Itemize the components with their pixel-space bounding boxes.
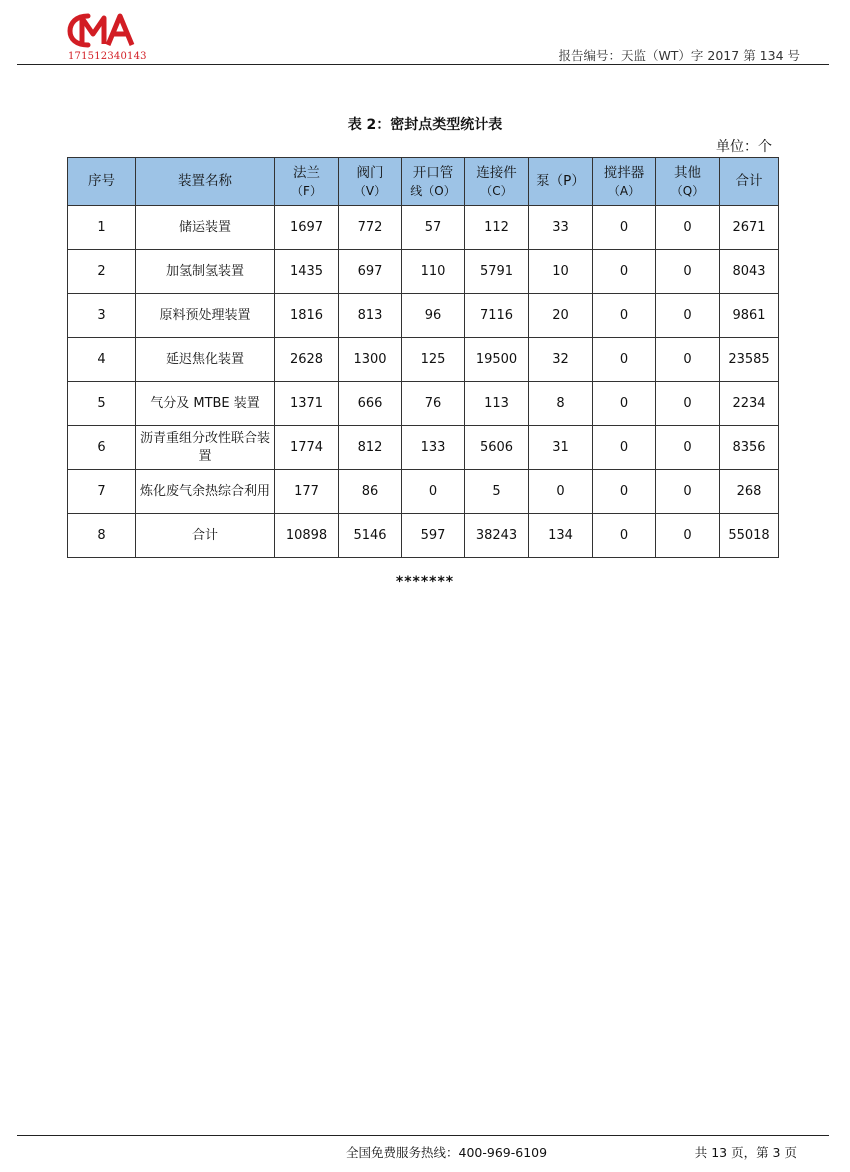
row-number: 2: [68, 250, 136, 294]
other-count: 0: [656, 382, 720, 426]
valve-count: 86: [339, 470, 402, 514]
row-number: 8: [68, 514, 136, 558]
service-hotline: 全国免费服务热线：400-969-6109: [346, 1145, 548, 1160]
pump-count: 10: [529, 250, 593, 294]
column-header: 法兰 （F）: [275, 158, 339, 206]
pump-count: 31: [529, 426, 593, 470]
table-row: [68, 250, 779, 294]
row-number: 1: [68, 206, 136, 250]
flange-count: 1816: [275, 294, 339, 338]
unit-name: 延迟焦化装置: [136, 338, 275, 382]
agitator-count: 0: [593, 250, 656, 294]
report-number: 报告编号：天监（WT）字 2017 第 134 号: [558, 48, 800, 63]
end-of-table-marker: *******: [395, 574, 455, 590]
other-count: 0: [656, 514, 720, 558]
agitator-count: 0: [593, 470, 656, 514]
connector-count: 7116: [465, 294, 529, 338]
table-title: 表 2：密封点类型统计表: [347, 117, 503, 133]
pump-count: 33: [529, 206, 593, 250]
other-count: 0: [656, 250, 720, 294]
row-total: 9861: [720, 294, 779, 338]
agitator-count: 0: [593, 338, 656, 382]
row-total: 268: [720, 470, 779, 514]
open-line-count: 57: [402, 206, 465, 250]
connector-count: 5: [465, 470, 529, 514]
unit-name: 储运装置: [136, 206, 275, 250]
open-line-count: 110: [402, 250, 465, 294]
footer-divider: [17, 1135, 829, 1136]
row-total: 8043: [720, 250, 779, 294]
connector-count: 19500: [465, 338, 529, 382]
flange-count: 177: [275, 470, 339, 514]
open-line-count: 597: [402, 514, 465, 558]
agitator-count: 0: [593, 426, 656, 470]
unit-name: 气分及 MTBE 装置: [136, 382, 275, 426]
other-count: 0: [656, 338, 720, 382]
column-header: 开口管 线（O）: [402, 158, 465, 206]
valve-count: 666: [339, 382, 402, 426]
column-header: 序号: [68, 158, 136, 206]
table-row: [68, 514, 779, 558]
row-number: 5: [68, 382, 136, 426]
open-line-count: 96: [402, 294, 465, 338]
row-total: 2671: [720, 206, 779, 250]
table-header-row: [68, 158, 779, 206]
table-row: [68, 382, 779, 426]
header-divider: [17, 64, 829, 65]
other-count: 0: [656, 206, 720, 250]
row-number: 7: [68, 470, 136, 514]
unit-name: 加氢制氢装置: [136, 250, 275, 294]
agitator-count: 0: [593, 206, 656, 250]
valve-count: 812: [339, 426, 402, 470]
column-header: 阀门 （V）: [339, 158, 402, 206]
cma-seal-icon: [66, 10, 142, 50]
valve-count: 1300: [339, 338, 402, 382]
row-total: 8356: [720, 426, 779, 470]
row-number: 4: [68, 338, 136, 382]
connector-count: 38243: [465, 514, 529, 558]
column-header: 装置名称: [136, 158, 275, 206]
flange-count: 1774: [275, 426, 339, 470]
table-row: [68, 338, 779, 382]
pump-count: 20: [529, 294, 593, 338]
row-total: 23585: [720, 338, 779, 382]
unit-name: 原料预处理装置: [136, 294, 275, 338]
column-header: 其他 （Q）: [656, 158, 720, 206]
open-line-count: 0: [402, 470, 465, 514]
valve-count: 697: [339, 250, 402, 294]
unit-name: 沥青重组分改性联合装置: [136, 426, 275, 470]
table-row: [68, 206, 779, 250]
flange-count: 10898: [275, 514, 339, 558]
table-row: [68, 294, 779, 338]
column-header: 泵（P）: [529, 158, 593, 206]
valve-count: 813: [339, 294, 402, 338]
agitator-count: 0: [593, 294, 656, 338]
seal-point-stats-table: [67, 157, 779, 558]
valve-count: 772: [339, 206, 402, 250]
connector-count: 5606: [465, 426, 529, 470]
column-header: 合计: [720, 158, 779, 206]
other-count: 0: [656, 470, 720, 514]
page-indicator: 共 13 页，第 3 页: [694, 1145, 797, 1160]
flange-count: 1697: [275, 206, 339, 250]
other-count: 0: [656, 426, 720, 470]
open-line-count: 125: [402, 338, 465, 382]
row-number: 6: [68, 426, 136, 470]
column-header: 连接件 （C）: [465, 158, 529, 206]
pump-count: 32: [529, 338, 593, 382]
pump-count: 8: [529, 382, 593, 426]
connector-count: 113: [465, 382, 529, 426]
pump-count: 134: [529, 514, 593, 558]
table-unit: 单位：个: [716, 139, 772, 155]
other-count: 0: [656, 294, 720, 338]
table-row: [68, 470, 779, 514]
connector-count: 5791: [465, 250, 529, 294]
open-line-count: 133: [402, 426, 465, 470]
table-row: [68, 426, 779, 470]
unit-name: 合计: [136, 514, 275, 558]
connector-count: 112: [465, 206, 529, 250]
flange-count: 1435: [275, 250, 339, 294]
column-header: 搅拌器 （A）: [593, 158, 656, 206]
row-total: 2234: [720, 382, 779, 426]
flange-count: 2628: [275, 338, 339, 382]
agitator-count: 0: [593, 382, 656, 426]
cma-logo: [66, 10, 146, 66]
agitator-count: 0: [593, 514, 656, 558]
unit-name: 炼化废气余热综合利用: [136, 470, 275, 514]
pump-count: 0: [529, 470, 593, 514]
valve-count: 5146: [339, 514, 402, 558]
row-total: 55018: [720, 514, 779, 558]
row-number: 3: [68, 294, 136, 338]
cma-certificate-number: 171512340143: [68, 51, 147, 62]
flange-count: 1371: [275, 382, 339, 426]
open-line-count: 76: [402, 382, 465, 426]
